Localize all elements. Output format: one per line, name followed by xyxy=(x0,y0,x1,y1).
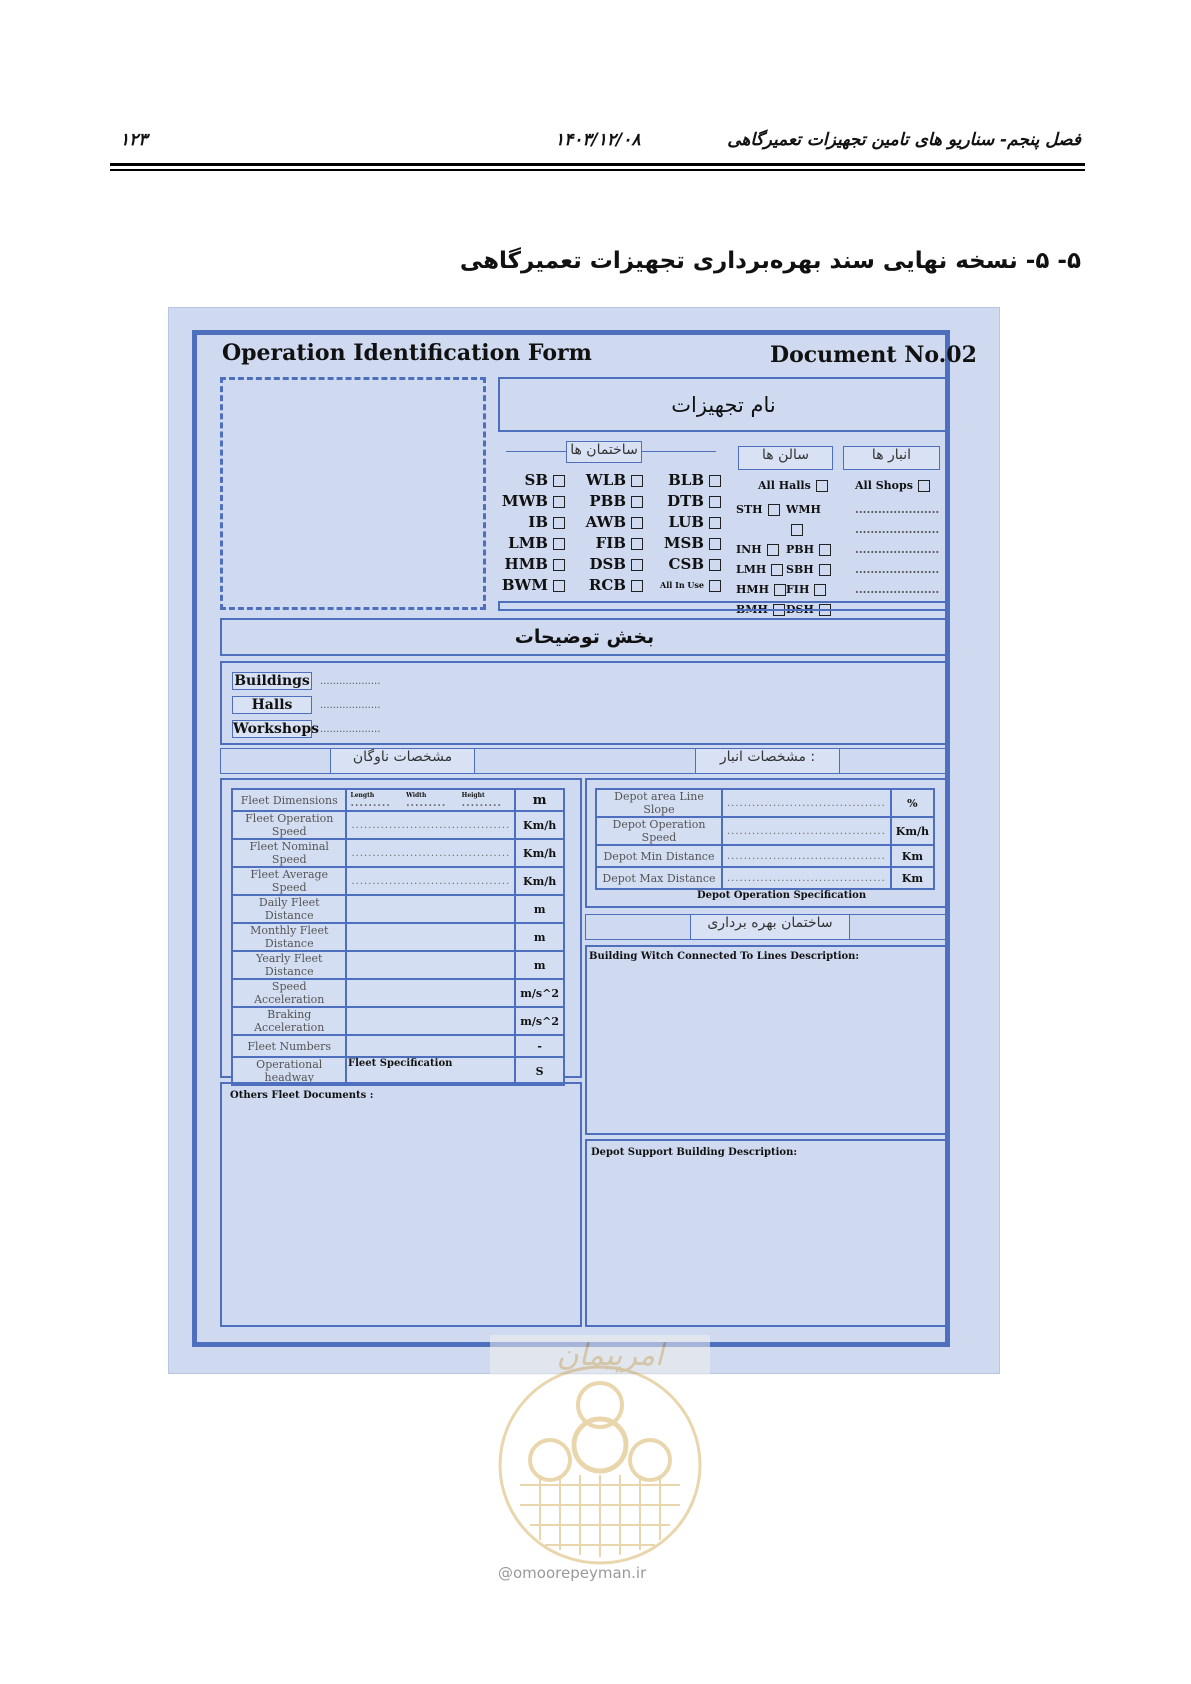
checkbox-icon[interactable] xyxy=(709,580,721,592)
others-fleet-label: Others Fleet Documents : xyxy=(230,1090,374,1101)
fleet-spec-unit: Km/h xyxy=(515,839,564,867)
watermark-url: @omoorepeyman.ir xyxy=(498,1564,647,1582)
hall-code-option[interactable] xyxy=(786,500,836,540)
header-rule xyxy=(110,163,1085,166)
fleet-dimensions-unit: m xyxy=(515,789,564,811)
fleet-spec-value[interactable]: ...................................... xyxy=(346,839,515,867)
checkbox-icon[interactable] xyxy=(631,538,643,550)
building-codes-row xyxy=(500,533,725,554)
fleet-spec-value[interactable] xyxy=(346,895,515,923)
building-code-label: MWB xyxy=(501,492,548,510)
building-code-option[interactable] xyxy=(643,512,721,533)
building-code-option[interactable] xyxy=(500,533,565,554)
fleet-spec-tag: مشخصات ناوگان xyxy=(330,749,475,773)
building-switch-box xyxy=(585,945,949,1135)
watermark-logo-icon xyxy=(490,1335,710,1565)
description-row-label: Halls xyxy=(232,696,312,714)
checkbox-icon[interactable] xyxy=(553,580,565,592)
fleet-spec-label: Speed Acceleration xyxy=(232,979,346,1007)
fleet-spec-label: Fleet Numbers xyxy=(232,1035,346,1057)
building-code-option[interactable] xyxy=(500,491,565,512)
depot-spec-table xyxy=(595,788,935,890)
building-code-option[interactable] xyxy=(500,470,565,491)
building-codes-row xyxy=(500,554,725,575)
building-code-option[interactable] xyxy=(643,533,721,554)
description-row xyxy=(232,717,380,741)
building-code-option[interactable] xyxy=(643,554,721,575)
depot-spec-tag: مشخصات انبار : xyxy=(695,749,840,773)
fleet-spec-label: Braking Acceleration xyxy=(232,1007,346,1035)
hall-code-option[interactable] xyxy=(736,580,786,600)
fleet-spec-label: Yearly Fleet Distance xyxy=(232,951,346,979)
building-code-label: BWM xyxy=(501,576,548,594)
checkbox-icon[interactable] xyxy=(819,564,831,576)
building-code-option[interactable] xyxy=(565,575,643,596)
depot-spec-value[interactable]: ...................................... xyxy=(722,845,891,867)
description-row xyxy=(232,669,380,693)
depot-spec-label: Depot Min Distance xyxy=(596,845,722,867)
fleet-spec-row xyxy=(232,839,564,867)
fleet-dimensions-label: Fleet Dimensions xyxy=(232,789,346,811)
fleet-spec-value[interactable] xyxy=(346,923,515,951)
fleet-spec-unit: S xyxy=(515,1057,564,1085)
building-code-option[interactable] xyxy=(643,470,721,491)
building-code-option[interactable] xyxy=(565,491,643,512)
photo-placeholder xyxy=(220,377,486,610)
watermark-text: امرپیمان xyxy=(556,1338,664,1373)
depot-spec-row xyxy=(596,867,934,889)
hall-code-label: FIH xyxy=(786,583,810,596)
depot-spec-label: Depot Operation Speed xyxy=(596,817,722,845)
depot-spec-label: Depot Max Distance xyxy=(596,867,722,889)
all-shops-option[interactable] xyxy=(855,476,930,496)
fleet-spec-row xyxy=(232,1035,564,1057)
building-code-option[interactable] xyxy=(500,554,565,575)
fleet-spec-value[interactable] xyxy=(346,1007,515,1035)
header-rule-secondary xyxy=(110,169,1085,171)
checkbox-icon[interactable] xyxy=(631,517,643,529)
hall-code-label: BMH xyxy=(736,603,768,616)
checkbox-icon[interactable] xyxy=(709,517,721,529)
form-title: Operation Identification Form xyxy=(222,340,592,366)
checkbox-icon[interactable] xyxy=(814,584,826,596)
building-code-label: CSB xyxy=(668,555,704,573)
checkbox-icon[interactable] xyxy=(553,517,565,529)
checkbox-icon[interactable] xyxy=(819,544,831,556)
equipment-name-box xyxy=(498,377,949,432)
hall-code-label: STH xyxy=(736,503,763,516)
building-code-label: PBB xyxy=(589,492,626,510)
all-halls-label: All Halls xyxy=(758,479,811,492)
fleet-spec-label: Fleet Average Speed xyxy=(232,867,346,895)
checkbox-icon[interactable] xyxy=(709,496,721,508)
stores-tag: انبار ها xyxy=(843,446,940,470)
halls-tag: سالن ها xyxy=(738,446,833,470)
depot-spec-row xyxy=(596,817,934,845)
building-codes-grid xyxy=(500,470,725,596)
hall-code-option[interactable] xyxy=(736,540,786,560)
width-label: Width xyxy=(406,791,427,799)
strip-box xyxy=(498,601,949,611)
checkbox-icon[interactable] xyxy=(553,475,565,487)
building-switch-label: Building Witch Connected To Lines Description: xyxy=(589,951,860,962)
building-codes-row xyxy=(500,575,725,596)
building-code-label: All In Use xyxy=(660,580,704,590)
shop-dots-line: ...................... xyxy=(855,583,940,596)
building-code-option[interactable] xyxy=(500,512,565,533)
hall-codes-row xyxy=(736,540,836,560)
building-code-label: LMB xyxy=(508,534,548,552)
checkbox-icon[interactable] xyxy=(631,559,643,571)
page-number: ۱۲۳ xyxy=(120,130,148,150)
hall-codes-row xyxy=(736,500,836,540)
checkbox-icon[interactable] xyxy=(774,584,786,596)
hall-code-label: INH xyxy=(736,543,762,556)
building-codes-row xyxy=(500,470,725,491)
building-code-option[interactable] xyxy=(565,533,643,554)
depot-support-label: Depot Support Building Description: xyxy=(591,1147,798,1158)
shop-dots-line: ...................... xyxy=(855,543,940,556)
building-code-option[interactable] xyxy=(643,575,721,596)
building-code-label: IB xyxy=(528,513,548,531)
fleet-spec-value[interactable] xyxy=(346,979,515,1007)
building-code-label: SB xyxy=(524,471,548,489)
document-number: Document No.02 xyxy=(770,342,977,368)
buildings-tag: ساختمان ها xyxy=(566,441,642,463)
depot-spec-unit: % xyxy=(891,789,934,817)
fleet-spec-row xyxy=(232,923,564,951)
building-code-label: LUB xyxy=(668,513,704,531)
hall-code-option[interactable] xyxy=(786,580,836,600)
checkbox-icon[interactable] xyxy=(553,496,565,508)
building-code-option[interactable] xyxy=(500,575,565,596)
depot-spec-unit: Km xyxy=(891,867,934,889)
fleet-spec-unit: m/s^2 xyxy=(515,979,564,1007)
depot-spec-row xyxy=(596,845,934,867)
fleet-dimensions-row xyxy=(232,789,564,811)
building-codes-row xyxy=(500,512,725,533)
depot-spec-value[interactable]: ...................................... xyxy=(722,867,891,889)
hall-code-option[interactable] xyxy=(786,540,836,560)
building-code-label: HMB xyxy=(504,555,548,573)
height-label: Height xyxy=(461,791,485,799)
checkbox-icon[interactable] xyxy=(816,480,828,492)
fleet-spec-value[interactable] xyxy=(346,1035,515,1057)
fleet-spec-label: Fleet Nominal Speed xyxy=(232,839,346,867)
section-title: ۵- ۵- نسخه نهایی سند بهره‌برداری تجهیزات تعمیرگاهی xyxy=(459,248,1081,274)
hall-code-label: WMH xyxy=(786,503,821,516)
fleet-spec-value[interactable]: ...................................... xyxy=(346,867,515,895)
description-title-box xyxy=(220,618,949,656)
fleet-spec-label: Fleet Operation Speed xyxy=(232,811,346,839)
shop-dots-line: ...................... xyxy=(855,503,940,516)
hall-codes-row xyxy=(736,580,836,600)
fleet-spec-label: Monthly Fleet Distance xyxy=(232,923,346,951)
building-code-label: BLB xyxy=(668,471,704,489)
depot-spec-unit: Km/h xyxy=(891,817,934,845)
checkbox-icon[interactable] xyxy=(631,496,643,508)
building-code-option[interactable] xyxy=(565,470,643,491)
checkbox-icon[interactable] xyxy=(631,475,643,487)
fleet-spec-unit: Km/h xyxy=(515,811,564,839)
building-code-option[interactable] xyxy=(643,491,721,512)
fleet-spec-unit: Km/h xyxy=(515,867,564,895)
description-rows xyxy=(232,669,380,741)
description-row xyxy=(232,693,380,717)
checkbox-icon[interactable] xyxy=(767,544,779,556)
all-shops-label: All Shops xyxy=(855,479,913,492)
building-codes-row xyxy=(500,491,725,512)
fleet-spec-unit: m xyxy=(515,923,564,951)
fleet-spec-table xyxy=(231,788,565,1086)
checkbox-icon[interactable] xyxy=(709,475,721,487)
hall-codes-row xyxy=(736,560,836,580)
building-code-label: MSB xyxy=(663,534,704,552)
depot-support-box xyxy=(585,1139,949,1327)
page-date: ۱۴۰۳/۱۲/۰۸ xyxy=(555,130,641,150)
hall-code-option[interactable] xyxy=(736,500,786,540)
fleet-spec-value[interactable]: ...................................... xyxy=(346,811,515,839)
depot-spec-label: Depot area Line Slope xyxy=(596,789,722,817)
building-code-label: RCB xyxy=(588,576,626,594)
checkbox-icon[interactable] xyxy=(553,559,565,571)
description-row-dots[interactable]: ................... xyxy=(320,723,381,735)
hall-code-label: SBH xyxy=(786,563,814,576)
building-code-label: FIB xyxy=(595,534,626,552)
depot-spec-caption: Depot Operation Specification xyxy=(697,890,867,901)
description-row-label: Buildings xyxy=(232,672,312,690)
hall-code-label: LMH xyxy=(736,563,767,576)
depot-spec-unit: Km xyxy=(891,845,934,867)
depot-spec-value[interactable]: ...................................... xyxy=(722,817,891,845)
fleet-spec-label: Operational headway xyxy=(232,1057,346,1085)
fleet-spec-value[interactable] xyxy=(346,951,515,979)
fleet-spec-row xyxy=(232,979,564,1007)
fleet-spec-row xyxy=(232,811,564,839)
all-halls-option[interactable] xyxy=(758,476,828,496)
fleet-spec-label: Daily Fleet Distance xyxy=(232,895,346,923)
checkbox-icon[interactable] xyxy=(631,580,643,592)
checkbox-icon[interactable] xyxy=(918,480,930,492)
length-label: Length xyxy=(350,791,375,799)
checkbox-icon[interactable] xyxy=(791,524,803,536)
others-fleet-box xyxy=(220,1082,582,1327)
building-code-label: AWB xyxy=(585,513,626,531)
description-row-dots[interactable]: ................... xyxy=(320,675,381,687)
building-code-label: DTB xyxy=(667,492,704,510)
description-row-label: Workshops xyxy=(233,721,320,737)
fleet-dimensions-inputs[interactable]: Length ......... Width ......... Height ......... xyxy=(346,789,515,811)
shop-dots-list xyxy=(855,500,939,600)
checkbox-icon[interactable] xyxy=(709,538,721,550)
fleet-spec-row xyxy=(232,867,564,895)
building-code-option[interactable] xyxy=(565,554,643,575)
hall-code-label: HMH xyxy=(736,583,769,596)
building-code-option[interactable] xyxy=(565,512,643,533)
fleet-spec-row xyxy=(232,951,564,979)
fleet-spec-unit: m xyxy=(515,951,564,979)
checkbox-icon[interactable] xyxy=(771,564,783,576)
shop-dots-line: ...................... xyxy=(855,523,940,536)
depot-spec-value[interactable]: ...................................... xyxy=(722,789,891,817)
description-title: بخش توضیحات xyxy=(514,626,655,648)
fleet-spec-row xyxy=(232,895,564,923)
description-row-dots[interactable]: ................... xyxy=(320,699,381,711)
depot-spec-row xyxy=(596,789,934,817)
shop-dots-line: ...................... xyxy=(855,563,940,576)
hall-code-label: PBH xyxy=(786,543,814,556)
hall-code-option[interactable] xyxy=(786,560,836,580)
watermark-url-text: omoorepeyman.ir xyxy=(513,1564,647,1582)
fleet-spec-caption: Fleet Specification xyxy=(348,1058,453,1069)
building-code-label: WLB xyxy=(585,471,626,489)
checkbox-icon[interactable] xyxy=(768,504,780,516)
fleet-spec-unit: m xyxy=(515,895,564,923)
hall-code-label: DSH xyxy=(786,603,814,616)
hall-code-option[interactable] xyxy=(736,560,786,580)
equipment-name-label: نام تجهیزات xyxy=(671,392,776,417)
checkbox-icon[interactable] xyxy=(709,559,721,571)
fleet-spec-unit: m/s^2 xyxy=(515,1007,564,1035)
fleet-spec-unit: - xyxy=(515,1035,564,1057)
fleet-spec-row xyxy=(232,1007,564,1035)
building-code-label: DSB xyxy=(589,555,626,573)
chapter-title: فصل پنجم- سناریو های تامین تجهیزات تعمیرگاهی xyxy=(727,130,1081,150)
checkbox-icon[interactable] xyxy=(553,538,565,550)
operation-building-tag: ساختمان بهره برداری xyxy=(690,915,850,939)
